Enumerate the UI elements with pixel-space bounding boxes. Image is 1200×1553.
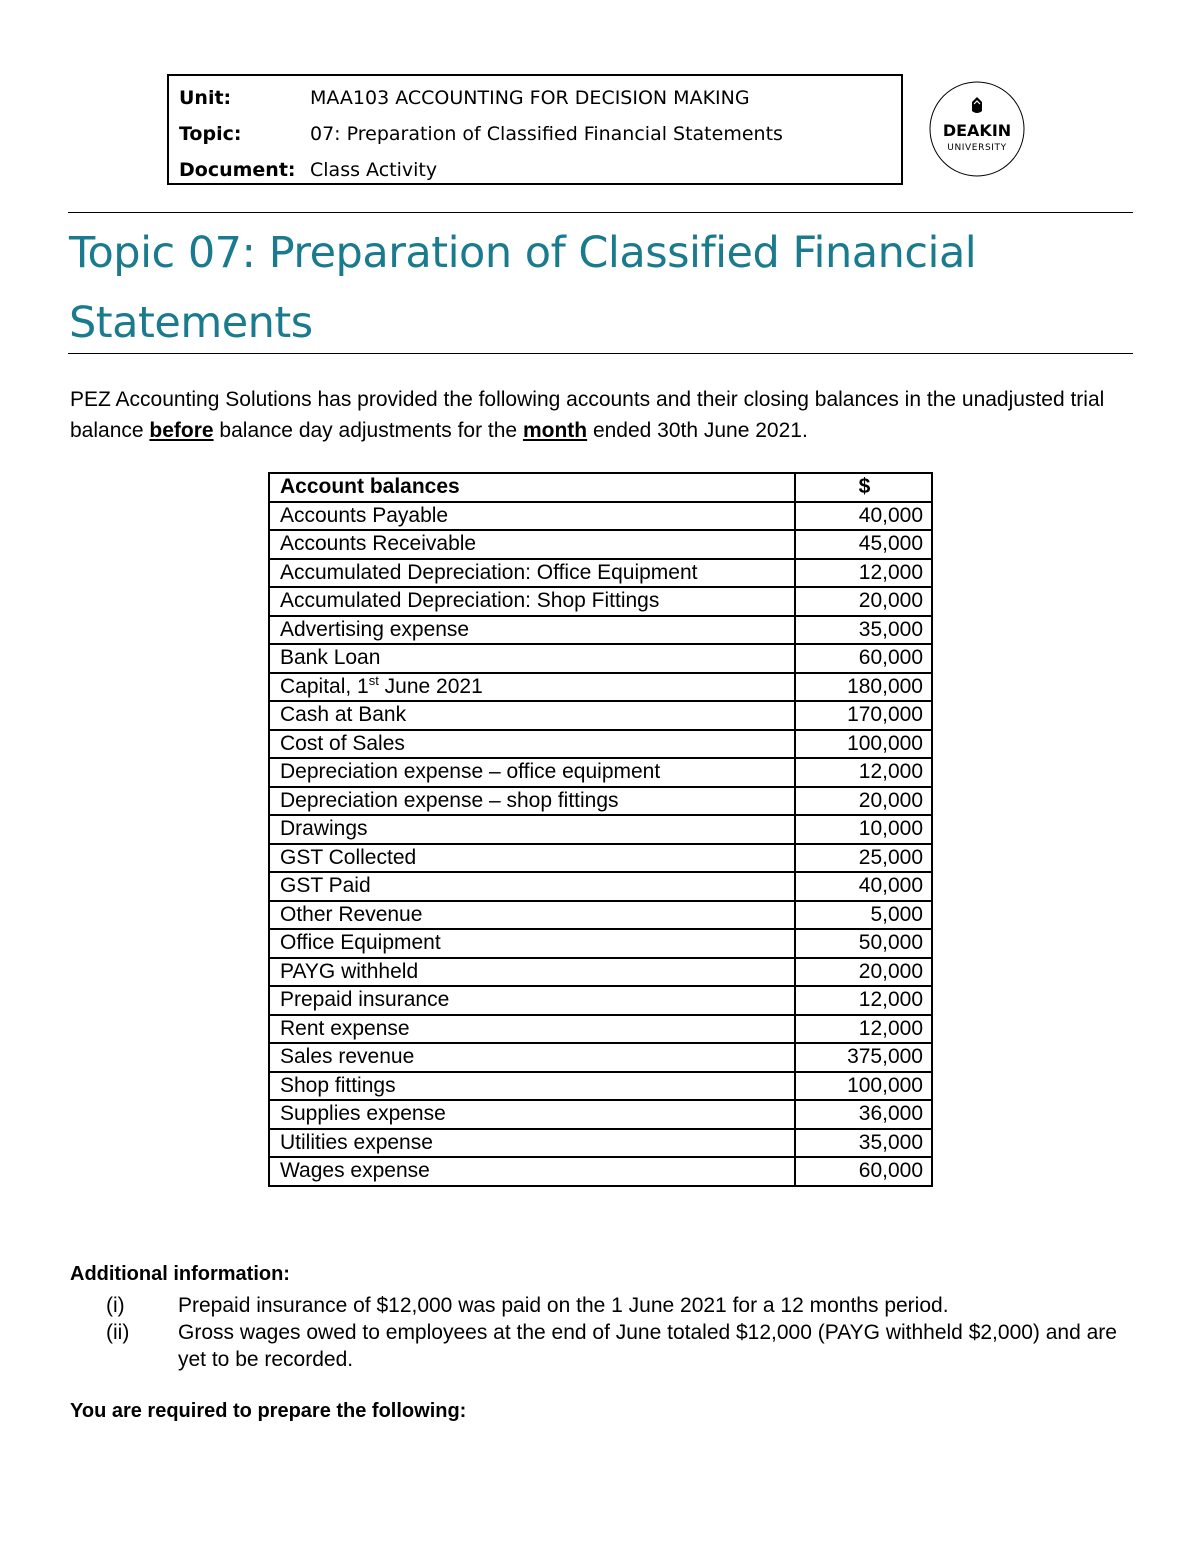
account-cell: GST Paid [269, 872, 795, 901]
title-top-rule [68, 212, 1133, 213]
account-cell: Other Revenue [269, 901, 795, 930]
amount-cell: 100,000 [795, 730, 932, 759]
amount-cell: 12,000 [795, 559, 932, 588]
table-row [269, 1100, 932, 1129]
unit-label: Unit: [179, 87, 232, 109]
table-row [269, 1015, 932, 1044]
table-row [269, 673, 932, 702]
table-row [269, 844, 932, 873]
amount-cell: 12,000 [795, 758, 932, 787]
list-item-number: (ii) [106, 1321, 130, 1344]
list-item-text: Gross wages owed to employees at the end of June totaled $12,000 (PAYG withheld $2,000) and are yet to be recorded. [178, 1321, 1117, 1371]
account-cell: Supplies expense [269, 1100, 795, 1129]
additional-info-list [70, 1292, 1150, 1373]
requirements-heading: You are required to prepare the following: [70, 1400, 467, 1422]
table-row [269, 758, 932, 787]
capital-date: June 2021 [378, 674, 483, 698]
table-row [269, 502, 932, 531]
account-cell: Depreciation expense – office equipment [269, 758, 795, 787]
table-row [269, 986, 932, 1015]
amount-cell: 5,000 [795, 901, 932, 930]
capital-superscript: st [368, 672, 379, 688]
account-cell: Sales revenue [269, 1043, 795, 1072]
document-label: Document: [179, 159, 296, 181]
topic-value: 07: Preparation of Classified Financial Statements [310, 123, 783, 145]
table-row [269, 701, 932, 730]
account-cell: Accumulated Depreciation: Office Equipment [269, 559, 795, 588]
amount-cell: 35,000 [795, 616, 932, 645]
table-row [269, 559, 932, 588]
table-row [269, 872, 932, 901]
amount-cell: 45,000 [795, 530, 932, 559]
intro-text-2: balance day adjustments for the [213, 419, 523, 442]
table-header-row [269, 473, 932, 502]
table-row [269, 644, 932, 673]
amount-cell: 100,000 [795, 1072, 932, 1101]
amount-cell: 20,000 [795, 958, 932, 987]
amount-cell: 60,000 [795, 644, 932, 673]
intro-text-3: ended 30th June 2021. [587, 419, 808, 442]
intro-text-1: PEZ Accounting Solutions has provided the following accounts and their closing balances in the unadjusted trial balance [70, 388, 1105, 442]
additional-info-heading: Additional information: [70, 1263, 290, 1285]
account-cell: Accounts Receivable [269, 530, 795, 559]
table-row [269, 815, 932, 844]
logo-university-text: UNIVERSITY [947, 143, 1007, 153]
amount-cell: 25,000 [795, 844, 932, 873]
list-item [70, 1319, 1150, 1373]
account-cell: Shop fittings [269, 1072, 795, 1101]
amount-cell: 20,000 [795, 787, 932, 816]
table-row [269, 929, 932, 958]
table-row [269, 901, 932, 930]
amount-cell: 40,000 [795, 872, 932, 901]
account-cell: PAYG withheld [269, 958, 795, 987]
intro-emph-month: month [522, 419, 588, 442]
account-cell [269, 673, 795, 702]
account-cell: Prepaid insurance [269, 986, 795, 1015]
amount-cell: 10,000 [795, 815, 932, 844]
amount-cell: 50,000 [795, 929, 932, 958]
amount-cell: 170,000 [795, 701, 932, 730]
account-cell: Utilities expense [269, 1129, 795, 1158]
account-cell: Drawings [269, 815, 795, 844]
list-item-number: (i) [106, 1294, 125, 1317]
crest-icon [972, 97, 982, 113]
list-item [70, 1292, 1150, 1319]
amount-cell: 20,000 [795, 587, 932, 616]
amount-cell: 375,000 [795, 1043, 932, 1072]
list-item-text: Prepaid insurance of $12,000 was paid on the 1 June 2021 for a 12 months period. [178, 1294, 949, 1317]
page-title: Topic 07: Preparation of Classified Financial Statements [69, 228, 977, 348]
account-cell: Rent expense [269, 1015, 795, 1044]
account-cell: Accounts Payable [269, 502, 795, 531]
account-cell: GST Collected [269, 844, 795, 873]
account-balances-table [268, 472, 933, 1187]
account-cell: Cash at Bank [269, 701, 795, 730]
amount-cell: 180,000 [795, 673, 932, 702]
document-value: Class Activity [310, 159, 438, 181]
column-header-account: Account balances [269, 473, 795, 502]
capital-label: Capital, 1 [280, 674, 369, 698]
account-cell: Depreciation expense – shop fittings [269, 787, 795, 816]
title-bottom-rule [68, 353, 1133, 354]
table-row [269, 616, 932, 645]
amount-cell: 60,000 [795, 1157, 932, 1186]
topic-label: Topic: [179, 123, 242, 145]
amount-cell: 12,000 [795, 986, 932, 1015]
account-cell: Cost of Sales [269, 730, 795, 759]
table-row [269, 1129, 932, 1158]
unit-value: MAA103 ACCOUNTING FOR DECISION MAKING [310, 87, 750, 109]
account-cell: Accumulated Depreciation: Shop Fittings [269, 587, 795, 616]
unit-info-box [167, 74, 903, 185]
amount-cell: 40,000 [795, 502, 932, 531]
table-row [269, 530, 932, 559]
account-cell: Bank Loan [269, 644, 795, 673]
account-cell: Advertising expense [269, 616, 795, 645]
table-row [269, 1043, 932, 1072]
column-header-amount: $ [795, 473, 932, 502]
account-cell: Office Equipment [269, 929, 795, 958]
intro-paragraph [70, 384, 1140, 446]
intro-emph-before: before [149, 419, 214, 442]
deakin-logo [928, 80, 1026, 178]
table-row [269, 787, 932, 816]
account-cell: Wages expense [269, 1157, 795, 1186]
table-row [269, 730, 932, 759]
table-row [269, 958, 932, 987]
table-row [269, 587, 932, 616]
amount-cell: 36,000 [795, 1100, 932, 1129]
table-row [269, 1157, 932, 1186]
table-row [269, 1072, 932, 1101]
amount-cell: 35,000 [795, 1129, 932, 1158]
amount-cell: 12,000 [795, 1015, 932, 1044]
logo-deakin-text: DEAKIN [942, 121, 1012, 140]
